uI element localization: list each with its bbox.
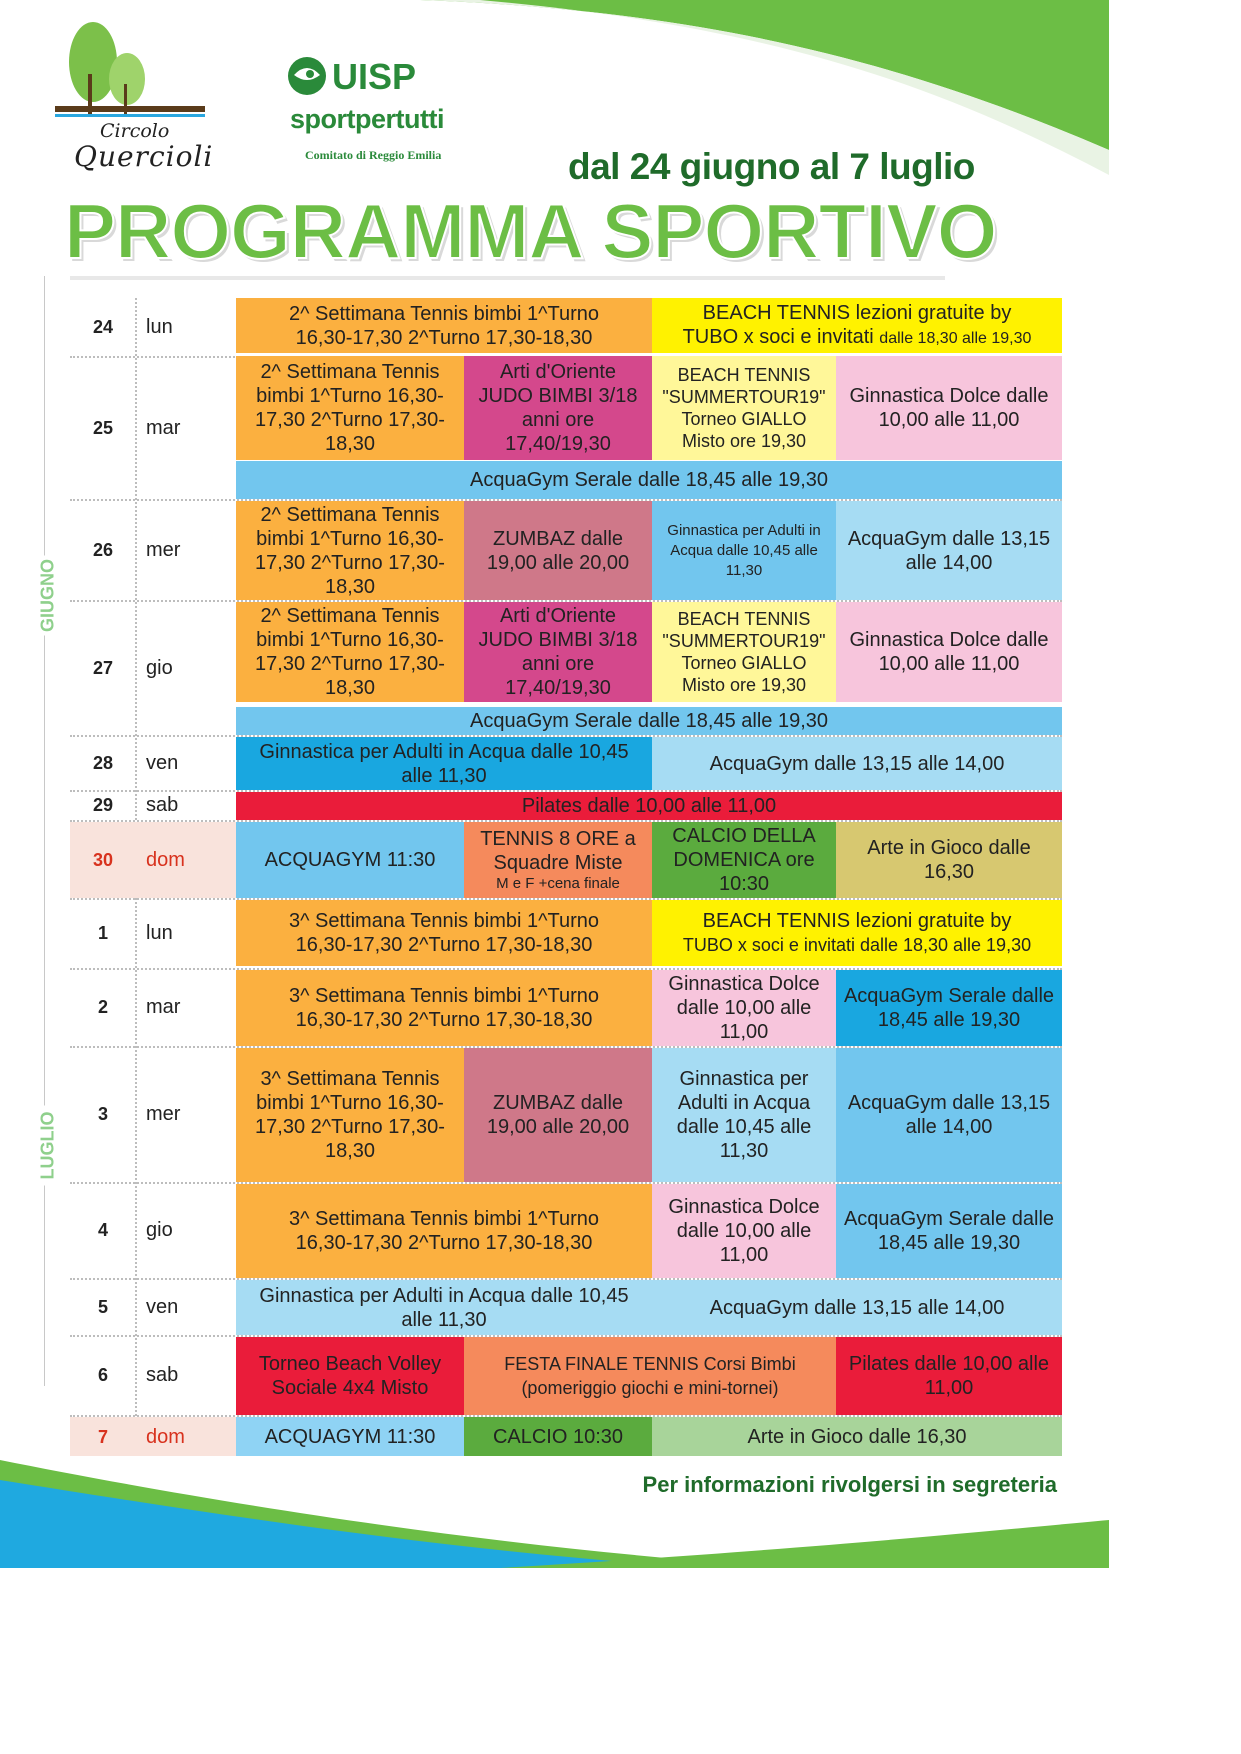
activity-acquagym: ACQUAGYM 11:30 [236,1417,464,1456]
day-name: lun [146,316,173,338]
day-name: mer [146,1103,181,1125]
day-name: mar [146,416,181,439]
activity-acquagym: AcquaGym dalle 13,15 alle 14,00 [836,1048,1062,1182]
activity-line: 16,30-17,30 2^Turno 17,30-18,30 [295,934,593,956]
activity-beach-tennis [652,298,1062,353]
activity-line: BEACH TENNIS lezioni gratuite by [702,301,1012,324]
activity-festa-finale: FESTA FINALE TENNIS Corsi Bimbi (pomeriggio giochi e mini-tornei) [464,1337,836,1415]
day-number: 25 [92,417,114,438]
activity-arte-in-gioco: Arte in Gioco dalle 16,30 [652,1417,1062,1456]
activity-tennis-bimbi: 3^ Settimana Tennis bimbi 1^Turno 16,30-17,30 2^Turno 17,30-18,30 [236,970,652,1046]
activity-pilates: Pilates dalle 10,00 alle 11,00 [836,1337,1062,1415]
activity-tennis-bimbi: 3^ Settimana Tennis bimbi 1^Turno 16,30-17,30 2^Turno 17,30-18,30 [236,1184,652,1278]
day-name: gio [146,656,173,679]
month-label-july: LUGLIO [38,1106,59,1186]
activity-line: 16,30-17,30 2^Turno 17,30-18,30 [295,326,593,349]
activity-time: dalle 18,30 alle 19,30 [879,329,1032,347]
activity-line: TENNIS 8 ORE a Squadre Miste [480,828,636,874]
day-number: 1 [97,923,108,943]
circolo-name-line2: Quercioli [74,140,214,173]
activity-ginnastica-acqua: Ginnastica per Adulti in Acqua dalle 10,45 alle 11,30 [236,737,652,790]
activity-acquagym-serale: AcquaGym Serale dalle 18,45 alle 19,30 [836,1184,1062,1278]
activity-acquagym-serale: AcquaGym Serale dalle 18,45 alle 19,30 [236,707,1062,735]
day-number: 26 [92,539,114,560]
activity-acquagym: AcquaGym dalle 13,15 alle 14,00 [836,501,1062,600]
activity-tennis-bimbi: 2^ Settimana Tennis bimbi 1^Turno 16,30-17,30 2^Turno 17,30-18,30 [236,501,464,600]
day-name: sab [146,1364,179,1386]
activity-zumba: ZUMBAZ dalle 19,00 alle 20,00 [464,501,652,600]
activity-acquagym: AcquaGym dalle 13,15 alle 14,00 [652,1280,1062,1335]
day-number: 28 [92,752,114,773]
activity-beach-volley: Torneo Beach Volley Sociale 4x4 Misto [236,1337,464,1415]
day-name: gio [146,1219,173,1241]
day-number: 3 [97,1104,108,1124]
activity-beach-tennis: BEACH TENNIS "SUMMERTOUR19" Torneo GIALLO Misto ore 19,30 [652,602,836,702]
activity-acquagym: ACQUAGYM 11:30 [236,822,464,898]
title-divider [70,276,945,280]
day-number: 2 [97,997,108,1017]
day-name-sunday: dom [136,1417,236,1456]
activity-ginnastica-dolce: Ginnastica Dolce dalle 10,00 alle 11,00 [836,356,1062,460]
activity-judo: Arti d'Oriente JUDO BIMBI 3/18 anni ore 17,40/19,30 [464,356,652,460]
activity-line: 2^ Settimana Tennis bimbi 1^Turno [288,302,600,325]
activity-beach-tennis [652,900,1062,966]
circolo-name-line1: Circolo [100,120,170,142]
activity-zumba: ZUMBAZ dalle 19,00 alle 20,00 [464,1048,652,1182]
day-number: 4 [97,1220,108,1240]
activity-line: M e F +cena finale [496,875,620,892]
activity-tennis-bimbi [236,298,652,353]
day-name: ven [146,1295,179,1318]
day-number: 5 [97,1296,108,1317]
activity-tennis-bimbi: 2^ Settimana Tennis bimbi 1^Turno 16,30-17,30 2^Turno 17,30-18,30 [236,602,464,702]
month-label-june: GIUGNO [38,556,59,636]
uisp-name: UISP [332,56,417,97]
activity-tennis-8-ore [464,822,652,898]
activity-acquagym: AcquaGym dalle 13,15 alle 14,00 [652,737,1062,790]
activity-line [683,325,1032,351]
uisp-globe-icon [286,55,328,97]
day-number: 6 [97,1365,108,1385]
activity-acquagym-serale: AcquaGym Serale dalle 18,45 alle 19,30 [836,970,1062,1046]
activity-line-part: TUBO x soci e invitati [682,325,874,348]
day-number-sunday: 7 [70,1417,136,1456]
bottom-swoosh-decoration [0,1440,1109,1568]
activity-beach-tennis: BEACH TENNIS "SUMMERTOUR19" Torneo GIALLO Misto ore 19,30 [652,356,836,460]
day-name: mar [146,996,181,1018]
day-name: sab [146,794,179,816]
month-divider [44,276,45,1386]
date-range: dal 24 giugno al 7 luglio [568,146,975,187]
activity-tennis-bimbi: 3^ Settimana Tennis bimbi 1^Turno 16,30-17,30 2^Turno 17,30-18,30 [236,1048,464,1182]
activity-line: TUBO x soci e invitati dalle 18,30 alle 19,30 [682,935,1032,955]
day-name-sunday: dom [136,822,236,898]
day-number: 24 [92,317,114,337]
activity-ginnastica-acqua: Ginnastica per Adulti in Acqua dalle 10,45 alle 11,30 [652,1048,836,1182]
activity-tennis-bimbi [236,900,652,966]
day-number: 29 [92,795,114,815]
activity-arte-in-gioco: Arte in Gioco dalle 16,30 [836,822,1062,898]
uisp-subtitle: sportpertutti [290,104,444,134]
activity-calcio: CALCIO DELLA DOMENICA ore 10:30 [652,822,836,898]
activity-acquagym-serale: AcquaGym Serale dalle 18,45 alle 19,30 [236,461,1062,499]
activity-ginnastica-acqua: Ginnastica per Adulti in Acqua dalle 10,45 alle 11,30 [236,1280,652,1335]
day-name: lun [146,922,173,944]
activity-line: 3^ Settimana Tennis bimbi 1^Turno [288,910,600,932]
page-title: PROGRAMMA SPORTIVO [64,187,997,275]
day-name: mer [146,538,181,561]
activity-pilates: Pilates dalle 10,00 alle 11,00 [236,792,1062,820]
day-number: 27 [92,657,114,678]
uisp-comitato: Comitato di Reggio Emilia [305,148,442,162]
activity-judo: Arti d'Oriente JUDO BIMBI 3/18 anni ore 17,40/19,30 [464,602,652,702]
activity-ginnastica-acqua: Ginnastica per Adulti in Acqua dalle 10,45 alle 11,30 [652,501,836,600]
day-name: ven [146,751,179,774]
day-number-sunday: 30 [70,822,136,898]
activity-tennis-bimbi: 2^ Settimana Tennis bimbi 1^Turno 16,30-17,30 2^Turno 17,30-18,30 [236,356,464,460]
activity-ginnastica-dolce: Ginnastica Dolce dalle 10,00 alle 11,00 [836,602,1062,702]
activity-ginnastica-dolce: Ginnastica Dolce dalle 10,00 alle 11,00 [652,1184,836,1278]
activity-calcio: CALCIO 10:30 [464,1417,652,1456]
footer-note: Per informazioni rivolgersi in segreteria [642,1472,1057,1497]
activity-ginnastica-dolce: Ginnastica Dolce dalle 10,00 alle 11,00 [652,970,836,1046]
activity-line: BEACH TENNIS lezioni gratuite by [702,910,1012,932]
